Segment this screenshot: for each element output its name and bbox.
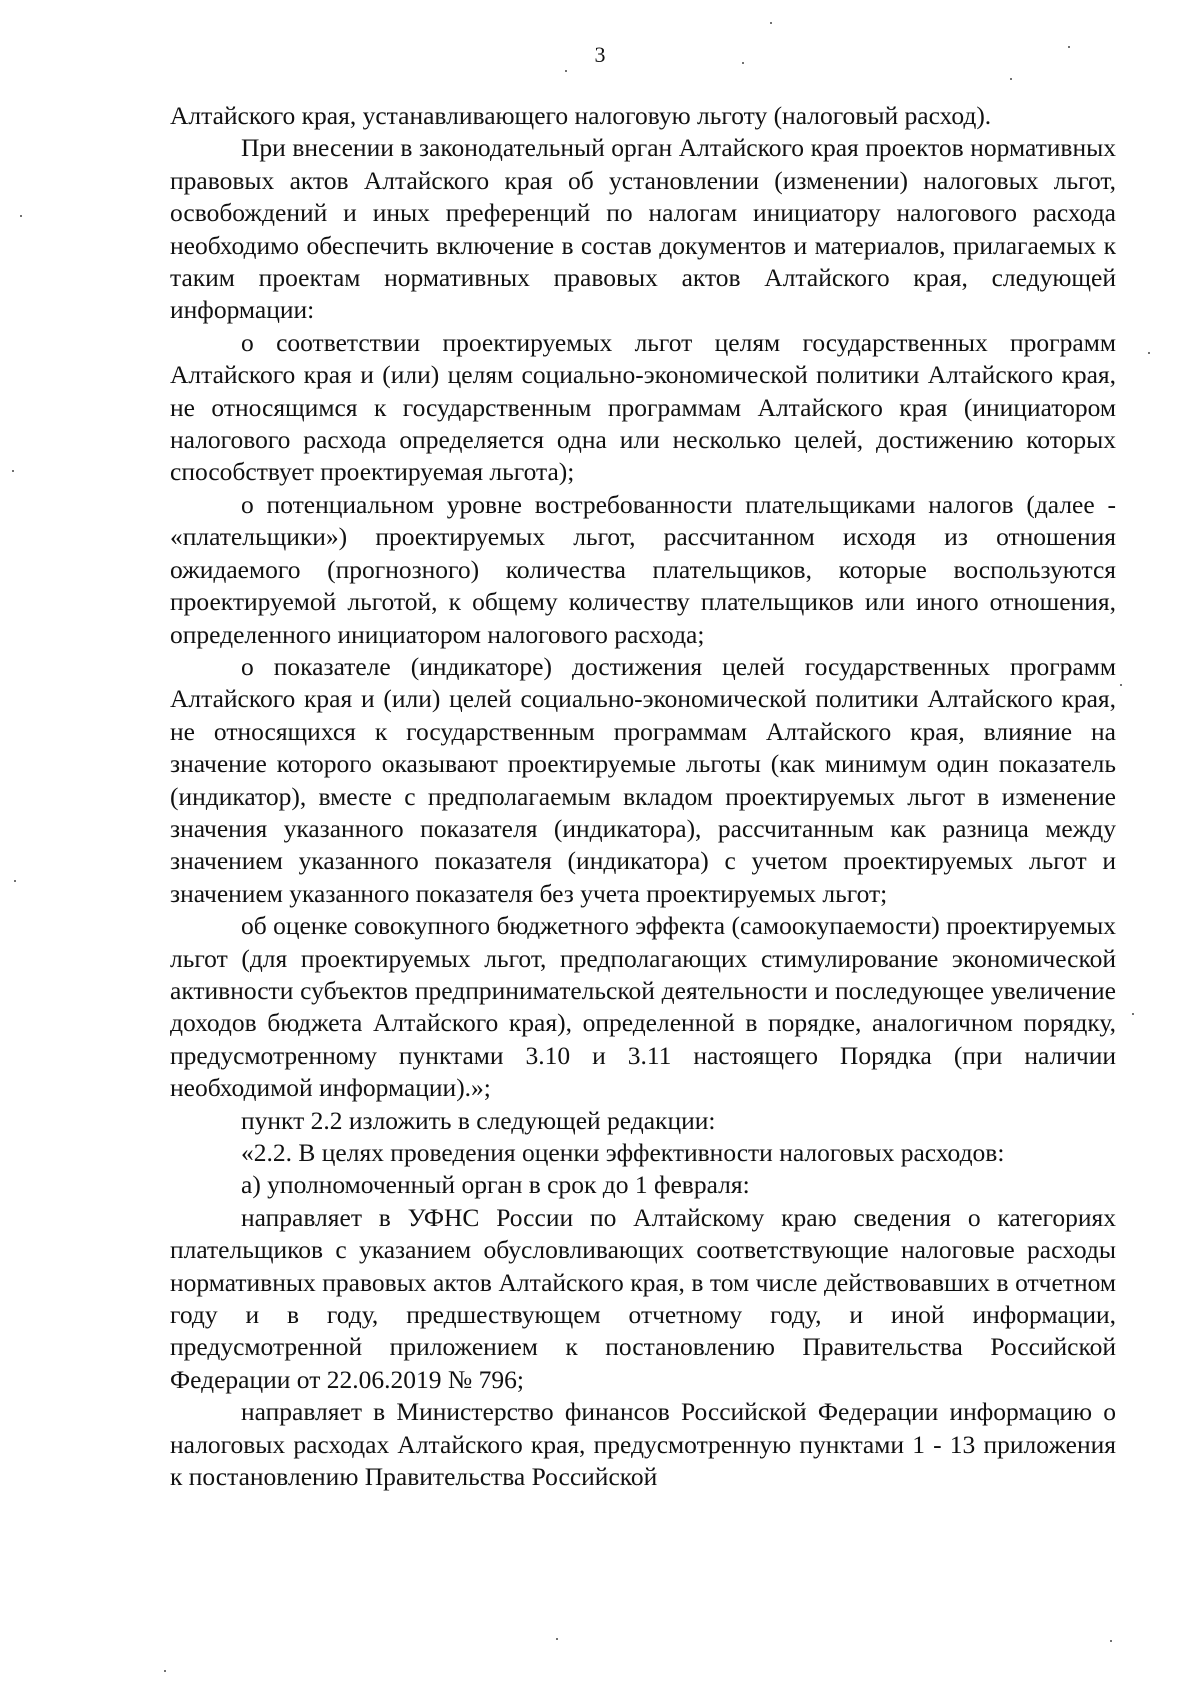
scan-speck (1068, 46, 1070, 48)
scan-speck (164, 1670, 166, 1672)
scan-speck (742, 62, 744, 64)
paragraph-item-a: а) уполномоченный орган в срок до 1 февраля: (241, 1170, 750, 1200)
paragraph-clause-2-2: пункт 2.2 изложить в следующей редакции: (241, 1105, 716, 1135)
paragraph-goals: о соответствии проектируемых льгот целям государственных программ Алтайского края и (или) целям социально-экономической политики Алтайского края, не относящимся к государственным программам Алтайского края (инициатором налогового расхода определяется одна или несколько целей, достижению которых способствует проектируемая льгота); (170, 327, 1116, 487)
document-body (170, 100, 1116, 1493)
scan-speck (1148, 352, 1150, 354)
scan-speck (1010, 78, 1012, 80)
paragraph-continuation: Алтайского края, устанавливающего налоговую льготу (налоговый расход). (170, 101, 992, 130)
scan-speck (1132, 1013, 1134, 1015)
paragraph-demand: о потенциальном уровне востребованности плательщиками налогов (далее - «плательщики») проектируемых льгот, рассчитанном исходя из отношения ожидаемого (прогнозного) количества плательщиков, которые воспользуются проектируемой льготой, к общему количеству плательщиков или иного отношения, определенного инициатором налогового расхода; (170, 489, 1116, 649)
scan-speck (14, 880, 16, 882)
scan-speck (770, 22, 772, 24)
page-number: 3 (594, 42, 606, 67)
scan-speck (1120, 684, 1122, 686)
scan-speck (556, 1638, 558, 1640)
scan-speck (565, 70, 567, 72)
paragraph-indicator: о показателе (индикаторе) достижения целей государственных программ Алтайского края и (или) целей социально-экономической политики Алтайского края, не относящихся к государственным программам Алтайского края, влияние на значение которого оказывают проектируемые льготы (как минимум один показатель (индикатор), вместе с предполагаемым вкладом проектируемых льгот в изменение значения указанного показателя (индикатора), рассчитанным как разница между значением указанного показателя (индикатора) с учетом проектируемых льгот и значением указанного показателя без учета проектируемых льгот; (170, 651, 1116, 908)
paragraph-2-2-heading: «2.2. В целях проведения оценки эффективности налоговых расходов: (241, 1138, 1005, 1167)
paragraph-budget-effect: об оценке совокупного бюджетного эффекта (самоокупаемости) проектируемых льгот (для проектируемых льгот, предполагающих стимулирование экономической активности субъектов предпринимательской деятельности и последующее увеличение доходов бюджета Алтайского края), определенной в порядке, аналогичном порядку, предусмотренному пунктами 3.10 и 3.11 настоящего Порядка (при наличии необходимой информации).»; (170, 911, 1116, 1103)
scan-speck (20, 215, 22, 217)
paragraph-minfin: направляет в Министерство финансов Российской Федерации информацию о налоговых расходах Алтайского края, предусмотренную пунктами 1 - 13 приложения к постановлению Правительства Российской (170, 1397, 1116, 1492)
scan-speck (1110, 1640, 1112, 1642)
paragraph-ufns: направляет в УФНС России по Алтайскому краю сведения о категориях плательщиков с указанием обусловливающих соответствующие налоговые расходы нормативных правовых актов Алтайского края, в том числе действовавших в отчетном году и в году, предшествующем отчетному году, и иной информации, предусмотренной приложением к постановлению Правительства Российской Федерации от 22.06.2019 № 796; (170, 1202, 1116, 1394)
paragraph-intro: При внесении в законодательный орган Алтайского края проектов нормативных правовых актов Алтайского края об установлении (изменении) налоговых льгот, освобождений и иных преференций по налогам инициатору налогового расхода необходимо обеспечить включение в состав документов и материалов, прилагаемых к таким проектам нормативных правовых актов Алтайского края, следующей информации: (170, 133, 1116, 325)
scan-speck (12, 470, 14, 472)
